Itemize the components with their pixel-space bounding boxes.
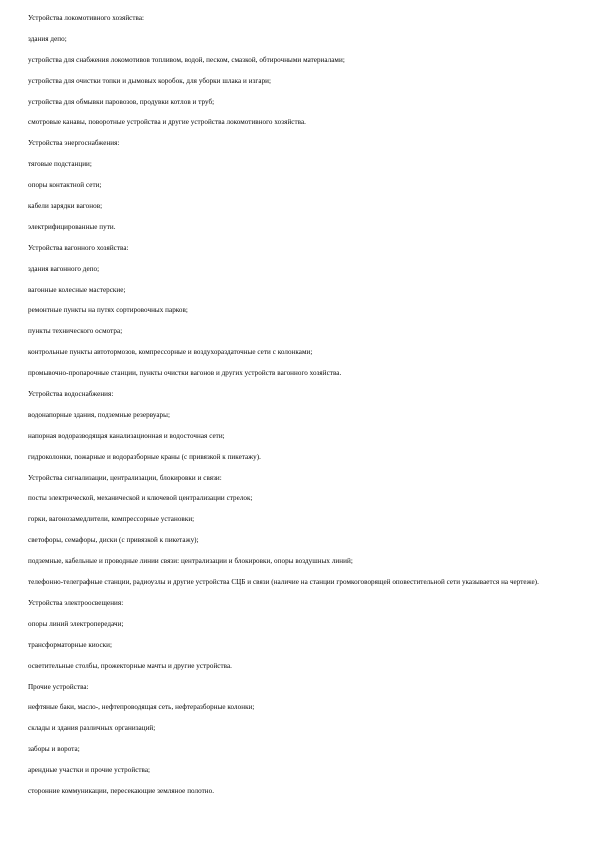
- list-item: ремонтные пункты на путях сортировочных парков;: [28, 306, 188, 315]
- list-item: арендные участки и прочие устройства;: [28, 766, 151, 775]
- list-item: промывочно-пропарочные станции, пункты очистки вагонов и других устройств вагонного хозяйства.: [28, 369, 342, 378]
- list-item: заборы и ворота;: [28, 745, 80, 754]
- list-item: опоры линий электропередачи;: [28, 619, 124, 628]
- list-item: напорная водоразводящая канализационная и водосточная сети;: [28, 431, 225, 440]
- list-item: кабели зарядки вагонов;: [28, 202, 103, 211]
- list-item: нефтяные баки, масло-, нефтепроводящая сеть, нефтеразборные колонки;: [28, 703, 255, 712]
- section-heading: Прочие устройства:: [28, 682, 89, 691]
- list-item: устройства для обмывки паровозов, продувки котлов и труб;: [28, 97, 215, 106]
- list-item: устройства для снабжения локомотивов топливом, водой, песком, смазкой, обтирочными материалами;: [28, 55, 345, 64]
- section-heading: Устройства электроосвещения:: [28, 598, 124, 607]
- list-item: посты электрической, механической и ключевой централизации стрелок;: [28, 494, 253, 503]
- section-heading: Устройства сигнализации, централизации, блокировки и связи:: [28, 473, 222, 482]
- section-heading: Устройства локомотивного хозяйства:: [28, 14, 145, 22]
- list-item: смотровые канавы, поворотные устройства и другие устройства локомотивного хозяйства.: [28, 118, 306, 127]
- list-item: тяговые подстанции;: [28, 160, 92, 169]
- list-item: устройства для очистки топки и дымовых коробок, для уборки шлака и изгари;: [28, 76, 272, 85]
- section-heading: Устройства вагонного хозяйства:: [28, 243, 129, 252]
- list-item: светофоры, семафоры, диски (с привязкой к пикетажу);: [28, 536, 199, 545]
- list-item: подземные, кабельные и проводные линии связи: централизации и блокировки, опоры воздушных линий;: [28, 557, 353, 566]
- section-heading: Устройства энергоснабжения:: [28, 139, 120, 148]
- list-item: сторонние коммуникации, пересекающие земляное полотно.: [28, 786, 215, 795]
- list-item: гидроколонки, пожарные и водоразборные краны (с привязкой к пикетажу).: [28, 452, 261, 461]
- list-item: здания депо;: [28, 34, 67, 43]
- list-item: трансформаторные киоски;: [28, 640, 113, 649]
- list-item: здания вагонного депо;: [28, 264, 100, 273]
- list-item: горки, вагонозамедлители, компрессорные установки;: [28, 515, 195, 524]
- section-heading: Устройства водоснабжения:: [28, 390, 114, 399]
- list-item: контрольные пункты автотормозов, компрессорные и воздухораздаточные сети с колонками;: [28, 348, 313, 357]
- list-item: осветительные столбы, прожекторные мачты и другие устройства.: [28, 661, 232, 670]
- list-item: склады и здания различных организаций;: [28, 724, 156, 733]
- document-text: [28, 14, 573, 808]
- list-item: вагонные колесные мастерские;: [28, 285, 126, 294]
- list-item: опоры контактной сети;: [28, 181, 102, 190]
- list-item: водонапорные здания, подземные резервуары;: [28, 410, 170, 419]
- list-item: пункты технического осмотра;: [28, 327, 123, 336]
- list-item: телефонно-телеграфные станции, радиоузлы и другие устройства СЦБ и связи (наличие на станции громкоговорящей оповестительной сети указывается на чертеже).: [28, 578, 539, 587]
- list-item: электрифицированные пути.: [28, 222, 116, 231]
